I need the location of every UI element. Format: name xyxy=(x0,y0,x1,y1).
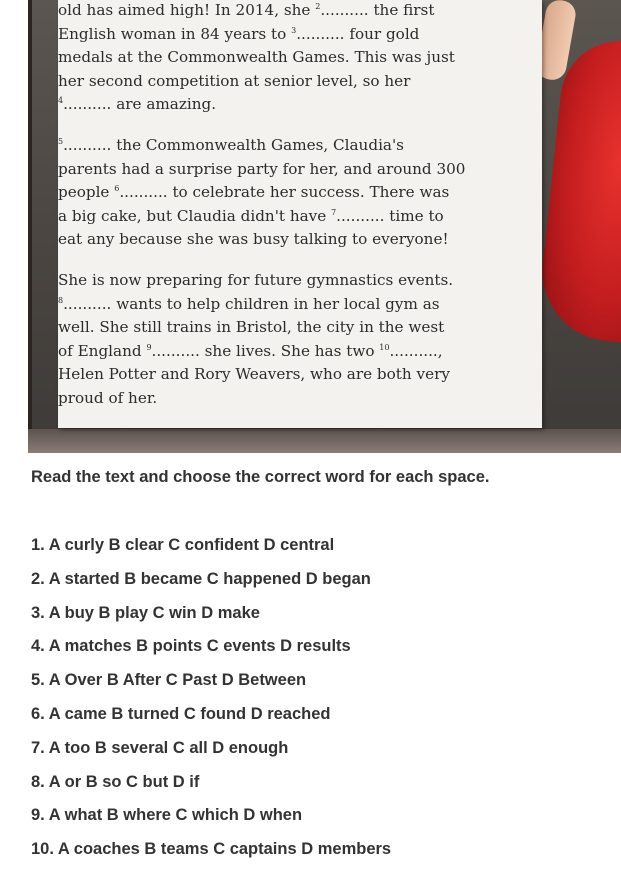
article-line xyxy=(58,230,449,248)
question-item: 10. A coaches B teams C captains D members xyxy=(31,840,392,859)
question-item: 7. A too B several C all D enough xyxy=(31,738,289,757)
gymnast-leotard xyxy=(536,35,621,345)
article-line xyxy=(58,95,216,113)
article-line xyxy=(58,295,440,313)
gap-number: 9 xyxy=(146,342,152,352)
article-line xyxy=(58,183,449,201)
article-line xyxy=(58,342,443,360)
article-line xyxy=(58,160,465,178)
question-item: 2. A started B became C happened D began xyxy=(31,569,371,588)
article-text-segment: old has aimed high! In 2014, she xyxy=(58,1,316,19)
article-text-segment: of England xyxy=(58,341,147,360)
article-line xyxy=(58,72,410,90)
article-text-segment: Helen Potter and Rory Weavers, who are both very xyxy=(58,365,450,384)
question-item: 8. A or B so C but D if xyxy=(31,772,200,791)
gap-number: 5 xyxy=(58,136,64,146)
article-paragraph xyxy=(58,0,488,117)
article-line xyxy=(58,389,157,407)
article-text-segment: .......... are amazing. xyxy=(63,95,217,114)
article-text-segment: .......... wants to help children in her local gym as xyxy=(63,294,440,313)
article-line xyxy=(58,136,404,154)
article-text-segment: proud of her. xyxy=(58,388,158,407)
article-text-segment: a big cake, but Claudia didn't have xyxy=(58,206,332,225)
article-line xyxy=(58,25,419,43)
article-text-segment: people xyxy=(58,183,115,202)
gap-number: 6 xyxy=(114,184,120,194)
article-text-segment: .........., xyxy=(389,341,443,360)
gap-number: 10 xyxy=(379,342,390,352)
article-text-segment: .......... she lives. She has two xyxy=(151,341,380,360)
question-item: 1. A curly B clear C confident D central xyxy=(31,536,335,554)
article-line xyxy=(58,1,434,19)
photo-edge xyxy=(28,0,32,453)
gap-number: 2 xyxy=(315,2,321,11)
article-text xyxy=(58,0,488,428)
gap-number: 7 xyxy=(331,207,337,217)
article-text-segment: medals at the Commonwealth Games. This was just xyxy=(58,48,455,67)
article-text-segment: well. She still trains in Bristol, the city in the west xyxy=(58,318,445,337)
question-item: 6. A came B turned C found D reached xyxy=(31,704,331,723)
gap-number: 8 xyxy=(58,295,64,305)
article-line xyxy=(58,318,444,336)
gap-number: 3 xyxy=(291,25,297,35)
question-item: 9. A what B where C which D when xyxy=(31,806,303,825)
question-item: 4. A matches B points C events D results xyxy=(31,637,351,656)
article-paragraph xyxy=(58,269,488,411)
article-text-segment: She is now preparing for future gymnastics events. xyxy=(58,270,454,289)
article-text-segment: .......... the first xyxy=(320,1,435,19)
question-list xyxy=(31,536,391,874)
article-text-segment: .......... to celebrate her success. There was xyxy=(119,183,450,202)
question-item: 3. A buy B play C win D make xyxy=(31,603,260,622)
article-paragraph xyxy=(58,134,488,252)
gap-number: 4 xyxy=(58,96,64,106)
instruction-text: Read the text and choose the correct word for each space. xyxy=(31,468,490,486)
article-line xyxy=(58,48,455,66)
article-line xyxy=(58,365,450,383)
article-text-segment: her second competition at senior level, so her xyxy=(58,71,411,90)
photo-bottom-band xyxy=(28,429,621,453)
article-line xyxy=(58,271,453,289)
article-text-segment: .......... time to xyxy=(336,206,444,225)
article-line xyxy=(58,207,444,225)
article-text-segment: .......... the Commonwealth Games, Claudia's xyxy=(63,135,404,154)
article-text-segment: parents had a surprise party for her, and around 300 xyxy=(58,159,466,178)
article-text-segment: English woman in 84 years to xyxy=(58,24,292,43)
article-text-segment: .......... four gold xyxy=(296,24,420,43)
question-item: 5. A Over B After C Past D Between xyxy=(31,671,307,690)
article-text-segment: eat any because she was busy talking to everyone! xyxy=(58,230,449,249)
